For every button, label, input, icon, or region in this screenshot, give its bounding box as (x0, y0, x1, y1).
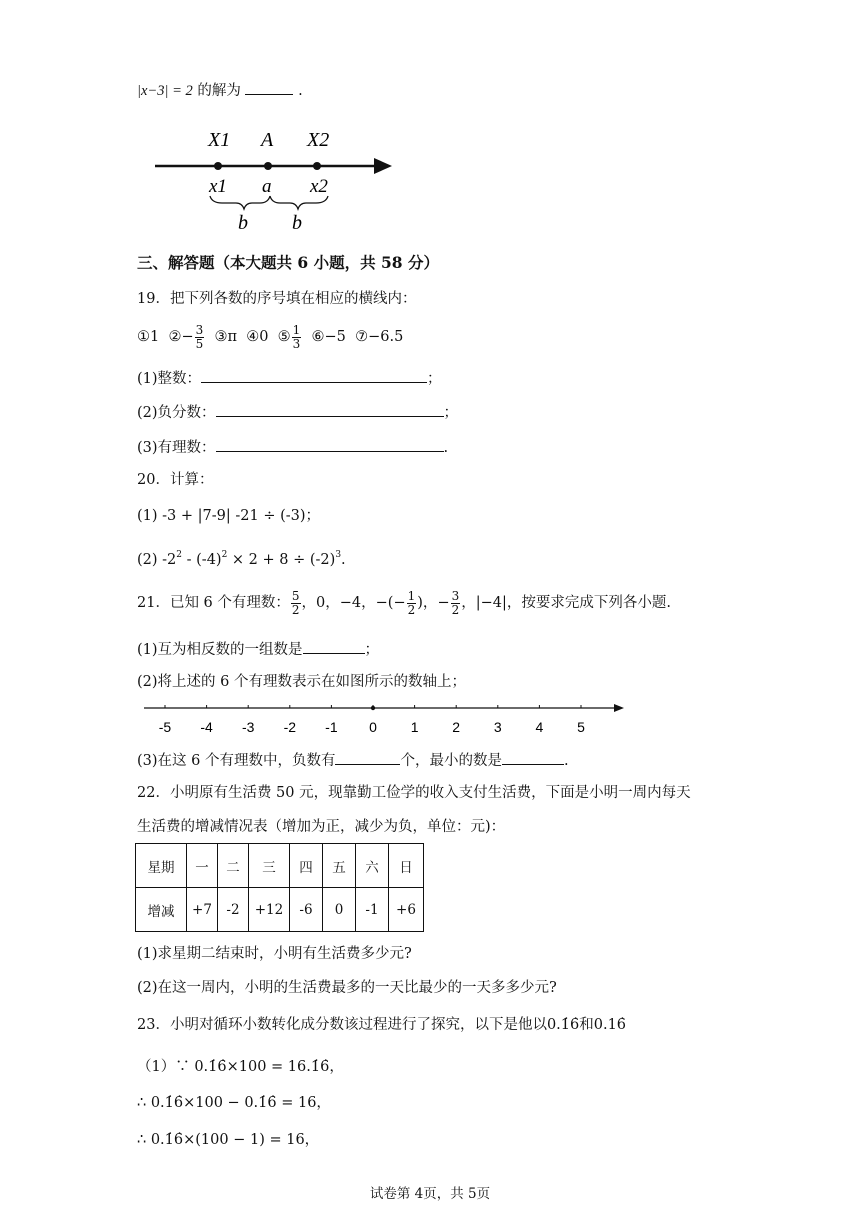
table-header-row (136, 844, 424, 888)
diagram-lower-x2: x2 (310, 176, 328, 197)
table-cell: 增减 (136, 888, 187, 932)
q19-part-2: (2)负分数： ； (137, 402, 458, 422)
table-cell: 日 (389, 844, 424, 888)
diagram-upper-A: A (261, 129, 274, 151)
q23-line-3: ∴ 0.1̇6̇×(100 − 1) = 16， (137, 1132, 320, 1148)
table-cell: +7 (187, 888, 218, 932)
diagram-brace-label-right: b (292, 212, 302, 234)
table-cell: +12 (249, 888, 290, 932)
q19-stem: 19．把下列各数的序号填在相应的横线内： (137, 291, 417, 307)
diagram-lower-x1: x1 (209, 176, 227, 197)
q19-part-3: (3)有理数： . (137, 437, 448, 457)
q21-axis-arrow (614, 704, 624, 712)
axis-tick-label: -4 (200, 719, 213, 735)
q22-stem-1: 22．小明原有生活费 50 元，现靠勤工俭学的收入支付生活费，下面是小明一周内每天 (137, 785, 691, 801)
table-cell: 六 (356, 844, 389, 888)
q22-increase-table (135, 843, 424, 932)
q21-fraction-5-2: $\frac{5}{2}$ (291, 588, 300, 617)
axis-tick-label: 5 (577, 719, 585, 735)
q23-line-1: （1）∵ 0.1̇6̇×100 = 16.1̇6̇， (137, 1059, 344, 1075)
diagram-upper-X1: X1 (208, 129, 231, 151)
q21-fraction-1-2: $\frac{1}{2}$ (407, 588, 416, 617)
q23-line-2: ∴ 0.1̇6̇×100 − 0.1̇6̇ = 16， (137, 1095, 331, 1111)
q19-fraction-3-5: $\frac{3}{5}$ (195, 322, 204, 351)
q19-item-4: ④0 (246, 329, 269, 345)
section-title: 三、解答题（本大题共 6 小题，共 58 分） (137, 253, 439, 272)
line-end: . (298, 83, 303, 99)
table-cell: +6 (389, 888, 424, 932)
diagram-brace-label-left: b (238, 212, 248, 234)
table-cell: 四 (290, 844, 323, 888)
q21-part-3: (3)在这 6 个有理数中，负数有 个，最小的数是 . (137, 750, 569, 770)
axis-tick-label: -2 (283, 719, 297, 735)
q20-stem: 20．计算： (137, 472, 214, 488)
page-footer: 试卷第 4页，共 5页 (369, 1186, 491, 1202)
diagram-point-x2 (313, 162, 321, 170)
q21-fraction-3-2: $\frac{3}{2}$ (451, 588, 460, 617)
q19-item-6: ⑥−5 (311, 329, 346, 345)
axis-tick-label: 4 (535, 719, 544, 735)
table-cell: -6 (290, 888, 323, 932)
diagram-lower-a: a (262, 176, 272, 197)
axis-tick-label: -3 (241, 719, 255, 735)
q21-number-axis (140, 698, 630, 740)
diagram-upper-X2: X2 (307, 129, 330, 151)
diagram-brace-left (210, 196, 270, 209)
q19-part-1: (1)整数： ； (137, 368, 442, 388)
axis-tick-label: 2 (452, 719, 461, 735)
table-cell: 五 (323, 844, 356, 888)
abs-equation: |x−3| = 2 (137, 83, 193, 99)
axis-tick-label: 0 (369, 719, 377, 735)
segment-diagram (150, 122, 400, 234)
axis-tick-label: -1 (325, 719, 338, 735)
abs-equation-suffix: 的解为 (197, 83, 241, 99)
q20-part-1: (1) -3 + |7-9| -21 ÷ (-3)； (137, 508, 321, 524)
axis-tick-label: 1 (410, 719, 419, 735)
abs-equation-line (137, 80, 303, 100)
axis-tick-label: -5 (158, 719, 172, 735)
table-row (136, 888, 424, 932)
q23-stem: 23．小明对循环小数转化成分数该过程进行了探究，以下是他以0.1̇6̇和0.16̇ (137, 1017, 627, 1033)
q22-stem-2: 生活费的增减情况表（增加为正，减少为负，单位：元)： (137, 819, 506, 835)
q19-item-3: ③π (214, 329, 237, 345)
table-cell: 星期 (136, 844, 187, 888)
q22-part-1: (1)求星期二结束时，小明有生活费多少元? (137, 946, 412, 962)
diagram-brace-right (270, 196, 328, 209)
q19-item-2: ②− (168, 329, 194, 345)
axis-origin-dot (371, 706, 375, 710)
answer-blank (245, 80, 293, 95)
table-cell: -1 (356, 888, 389, 932)
diagram-arrow-head (374, 158, 392, 174)
q19-item-7: ⑦−6.5 (355, 329, 404, 345)
table-cell: 二 (218, 844, 249, 888)
diagram-point-a (264, 162, 272, 170)
q21-stem: 21．已知 6 个有理数： $\frac{5}{2}$ ，0，−4，−(− $\frac{1}{2}$ )，− $\frac{3}{2}$ ，|−4|，按要求完成下列各小题. (137, 588, 671, 617)
q19-fraction-1-3: $\frac{1}{3}$ (292, 322, 301, 351)
q21-part-1: (1)互为相反数的一组数是 ； (137, 639, 379, 659)
diagram-point-x1 (214, 162, 222, 170)
q22-part-2: (2)在这一周内，小明的生活费最多的一天比最少的一天多多少元? (137, 980, 557, 996)
table-cell: 一 (187, 844, 218, 888)
table-cell: -2 (218, 888, 249, 932)
axis-tick-label: 3 (493, 719, 502, 735)
q19-item-5: ⑤ (277, 329, 291, 345)
table-cell: 三 (249, 844, 290, 888)
table-cell: 0 (323, 888, 356, 932)
q19-item-1: ①1 (137, 329, 160, 345)
q19-number-list (137, 322, 403, 352)
q20-part-2: (2) $-2^2 - (-4)^2 \times 2 + 8 \div (-2)^3$. (137, 550, 346, 568)
q21-part-2: (2)将上述的 6 个有理数表示在如图所示的数轴上； (137, 674, 466, 690)
